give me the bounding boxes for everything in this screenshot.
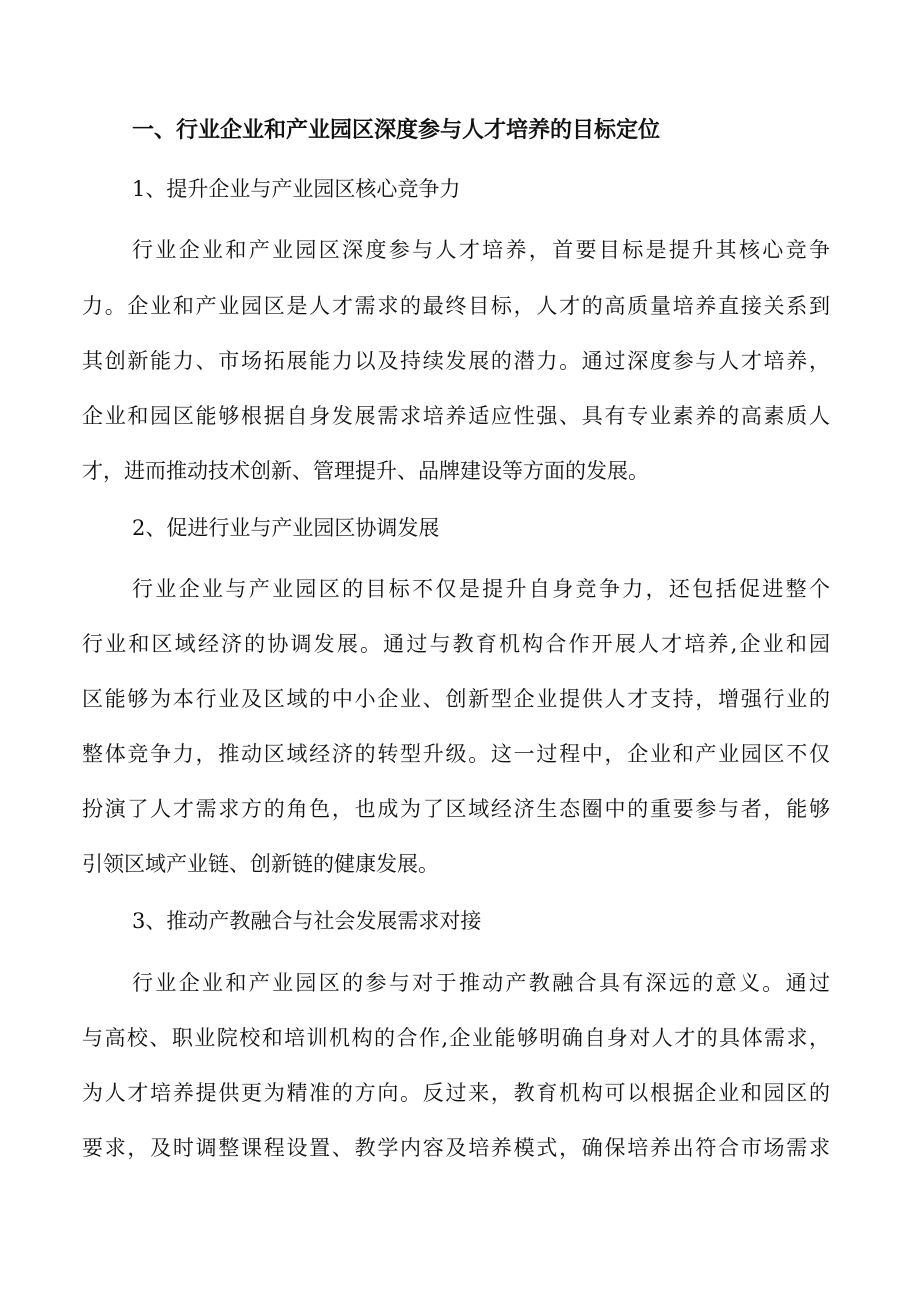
- paragraph-line: 行业企业和产业园区深度参与人才培养，首要目标是提升其核心竞争: [132, 238, 830, 262]
- paragraph-line: 扮演了人才需求方的角色，也成为了区域经济生态圈中的重要参与者，能够: [82, 797, 830, 821]
- subsection-title-2: 2、促进行业与产业园区协调发展: [132, 516, 440, 540]
- paragraph-line: 要求，及时调整课程设置、教学内容及培养模式，确保培养出符合市场需求: [82, 1136, 830, 1160]
- paragraph-line: 企业和园区能够根据自身发展需求培养适应性强、具有专业素养的高素质人: [82, 404, 830, 428]
- paragraph-line: 行业和区域经济的协调发展。通过与教育机构合作开展人才培养,企业和园: [82, 632, 830, 656]
- paragraph-line: 行业企业和产业园区的参与对于推动产教融合具有深远的意义。通过: [132, 971, 830, 995]
- paragraph-line: 才，进而推动技术创新、管理提升、品牌建设等方面的发展。: [82, 459, 649, 483]
- subsection-title-3: 3、推动产教融合与社会发展需求对接: [132, 909, 482, 933]
- paragraph-line: 与高校、职业院校和培训机构的合作,企业能够明确自身对人才的具体需求，: [82, 1026, 830, 1050]
- section-heading: 一、行业企业和产业园区深度参与人才培养的目标定位: [132, 117, 661, 143]
- subsection-title-1: 1、提升企业与产业园区核心竞争力: [132, 177, 461, 201]
- paragraph-line: 整体竞争力，推动区域经济的转型升级。这一过程中，企业和产业园区不仅: [82, 742, 830, 766]
- paragraph-line: 力。企业和产业园区是人才需求的最终目标，人才的高质量培养直接关系到: [82, 294, 830, 318]
- paragraph-line: 为人才培养提供更为精准的方向。反过来，教育机构可以根据企业和园区的: [82, 1081, 830, 1105]
- paragraph-line: 区能够为本行业及区域的中小企业、创新型企业提供人才支持，增强行业的: [82, 687, 830, 711]
- paragraph-line: 行业企业与产业园区的目标不仅是提升自身竞争力，还包括促进整个: [132, 577, 830, 601]
- paragraph-line: 引领区域产业链、创新链的健康发展。: [82, 852, 439, 876]
- paragraph-line: 其创新能力、市场拓展能力以及持续发展的潜力。通过深度参与人才培养，: [82, 349, 830, 373]
